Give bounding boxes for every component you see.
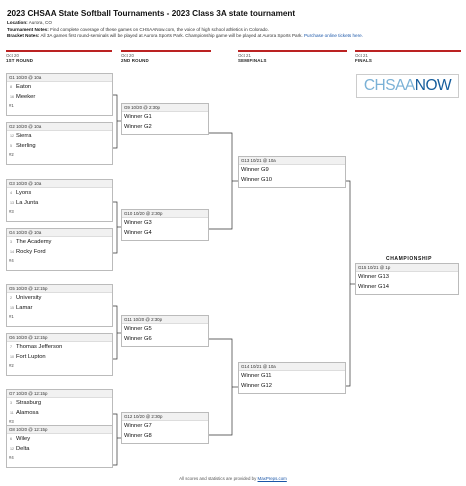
- game-site: #3: [9, 209, 14, 214]
- game-header: G14 10/21 @ 10a: [239, 363, 345, 371]
- game-g12: [121, 412, 209, 444]
- team-seed: 12: [10, 134, 14, 138]
- game-g6: [6, 333, 113, 376]
- game-site: #3: [9, 419, 14, 424]
- game-header: G13 10/21 @ 10a: [239, 157, 345, 165]
- game-g4: [6, 228, 113, 271]
- game-site: #4: [9, 455, 14, 460]
- game-site: #4: [9, 258, 14, 263]
- game-g10: [121, 209, 209, 241]
- team-row[interactable]: [7, 303, 112, 313]
- game-g3: [6, 179, 113, 222]
- team-seed: 10: [10, 355, 14, 359]
- column-date: Oct 21: [355, 53, 368, 58]
- team-seed: 7: [10, 345, 12, 349]
- location-label: Location:: [7, 20, 28, 25]
- game-header: G11 10/20 @ 2:30p: [122, 316, 208, 324]
- location-value: Aurora, CO: [28, 20, 52, 25]
- team-seed: 6: [10, 437, 12, 441]
- team-name: Lyons: [16, 190, 32, 196]
- team-row[interactable]: [7, 398, 112, 408]
- team-row[interactable]: Winner G10: [241, 177, 272, 183]
- team-row[interactable]: [7, 247, 112, 257]
- game-header: G4 10/20 @ 10a: [7, 229, 112, 237]
- logo-text-now: NOW: [414, 77, 452, 94]
- game-g8: [6, 425, 113, 468]
- team-seed: 4: [10, 191, 12, 195]
- bracket-notes-label: Bracket Notes:: [7, 33, 40, 38]
- team-name: Fort Lupton: [16, 354, 46, 360]
- game-g1: [6, 73, 113, 116]
- team-name: Delta: [16, 446, 30, 452]
- team-seed: 12: [10, 447, 14, 451]
- team-row[interactable]: Winner G2: [124, 124, 152, 130]
- team-name: Wiley: [16, 436, 31, 442]
- team-name: The Academy: [16, 239, 52, 245]
- footer: [0, 476, 466, 481]
- team-name: University: [16, 295, 42, 301]
- game-header: G3 10/20 @ 10a: [7, 180, 112, 188]
- team-row[interactable]: [7, 444, 112, 454]
- team-seed: 2: [10, 296, 12, 300]
- team-name: Lamar: [16, 305, 33, 311]
- team-row[interactable]: [7, 141, 112, 151]
- team-row[interactable]: [7, 131, 112, 141]
- game-g5: [6, 284, 113, 327]
- maxpreps-link[interactable]: MaxPreps.com: [257, 476, 287, 481]
- game-header: G9 10/20 @ 2:30p: [122, 104, 208, 112]
- team-row[interactable]: Winner G14: [358, 284, 389, 290]
- team-name: La Junta: [16, 200, 39, 206]
- team-row[interactable]: Winner G1: [124, 114, 152, 120]
- team-row[interactable]: [7, 342, 112, 352]
- game-header: G10 10/20 @ 2:30p: [122, 210, 208, 218]
- team-row[interactable]: [7, 434, 112, 444]
- game-site: #1: [9, 103, 14, 108]
- team-name: Strasburg: [16, 400, 42, 406]
- team-seed: 3: [10, 240, 12, 244]
- game-header: G2 10/20 @ 10a: [7, 123, 112, 131]
- team-row[interactable]: [7, 408, 112, 418]
- game-header: G15 10/21 @ 1p: [356, 264, 458, 272]
- team-seed: 3: [10, 401, 12, 405]
- purchase-tickets-link[interactable]: Purchase online tickets here.: [303, 33, 363, 38]
- team-name: Alamosa: [16, 410, 39, 416]
- game-g2: [6, 122, 113, 165]
- team-row[interactable]: Winner G13: [358, 274, 389, 280]
- game-g13: [238, 156, 346, 188]
- column-date: Oct 20: [121, 53, 134, 58]
- team-row[interactable]: Winner G8: [124, 433, 152, 439]
- footer-text: All scores and statistics are provided by: [179, 476, 257, 481]
- game-g14: [238, 362, 346, 394]
- game-header: G6 10/20 @ 12:15p: [7, 334, 112, 342]
- team-row[interactable]: Winner G7: [124, 423, 152, 429]
- team-name: Sterling: [16, 143, 36, 149]
- team-row[interactable]: [7, 92, 112, 102]
- team-row[interactable]: [7, 293, 112, 303]
- game-site: #1: [9, 314, 14, 319]
- tournament-notes-label: Tournament Notes:: [7, 27, 49, 32]
- game-g15: [355, 263, 459, 295]
- team-seed: 11: [10, 411, 14, 415]
- game-g11: [121, 315, 209, 347]
- tournament-notes-value: Find complete coverage of these games on CHSAANow.com, the voice of high school athletics in Colorado.: [50, 27, 269, 32]
- team-name: Sierra: [16, 133, 32, 139]
- column-round: 2ND ROUND: [121, 58, 149, 64]
- team-seed: 16: [10, 95, 14, 99]
- team-row[interactable]: [7, 188, 112, 198]
- game-header: G12 10/20 @ 2:30p: [122, 413, 208, 421]
- team-name: Meeker: [16, 94, 36, 100]
- team-name: Eaton: [16, 84, 32, 90]
- game-header: G5 10/20 @ 12:15p: [7, 285, 112, 293]
- game-header: G1 10/20 @ 10a: [7, 74, 112, 82]
- team-row[interactable]: [7, 198, 112, 208]
- team-row[interactable]: Winner G12: [241, 383, 272, 389]
- game-header: G8 10/20 @ 12:15p: [7, 426, 112, 434]
- team-name: Thomas Jefferson: [16, 344, 63, 350]
- championship-label: CHAMPIONSHIP: [386, 256, 433, 262]
- team-row[interactable]: Winner G4: [124, 230, 152, 236]
- team-seed: 15: [10, 306, 14, 310]
- column-date: Oct 20: [6, 53, 19, 58]
- team-seed: 5: [10, 144, 12, 148]
- column-date: Oct 21: [238, 53, 251, 58]
- team-seed: 14: [10, 250, 14, 254]
- team-row[interactable]: Winner G9: [241, 167, 269, 173]
- game-header: G7 10/20 @ 12:15p: [7, 390, 112, 398]
- column-round: FINALS: [355, 58, 373, 64]
- team-row[interactable]: [7, 237, 112, 247]
- team-row[interactable]: Winner G3: [124, 220, 152, 226]
- page-title: 2023 CHSAA State Softball Tournaments - 2023 Class 3A state tournament: [7, 9, 296, 18]
- team-row[interactable]: [7, 82, 112, 92]
- game-site: #2: [9, 363, 14, 368]
- bracket-notes-value: All 3A games first round-seminals will be played at Aurora Sports Park. Championship game will be played at Aurora Sports Park.: [40, 33, 303, 38]
- logo-text-chsaa: CHSAA: [363, 77, 415, 94]
- column-round: SEMIFINALS: [238, 58, 267, 64]
- team-row[interactable]: Winner G11: [241, 373, 272, 379]
- game-g9: [121, 103, 209, 135]
- column-round: 1ST ROUND: [6, 58, 34, 64]
- team-row[interactable]: Winner G5: [124, 326, 152, 332]
- game-site: #2: [9, 152, 14, 157]
- team-seed: 13: [10, 201, 14, 205]
- team-row[interactable]: Winner G6: [124, 336, 152, 342]
- team-row[interactable]: [7, 352, 112, 362]
- team-seed: 8: [10, 85, 12, 89]
- team-name: Rocky Ford: [16, 249, 46, 255]
